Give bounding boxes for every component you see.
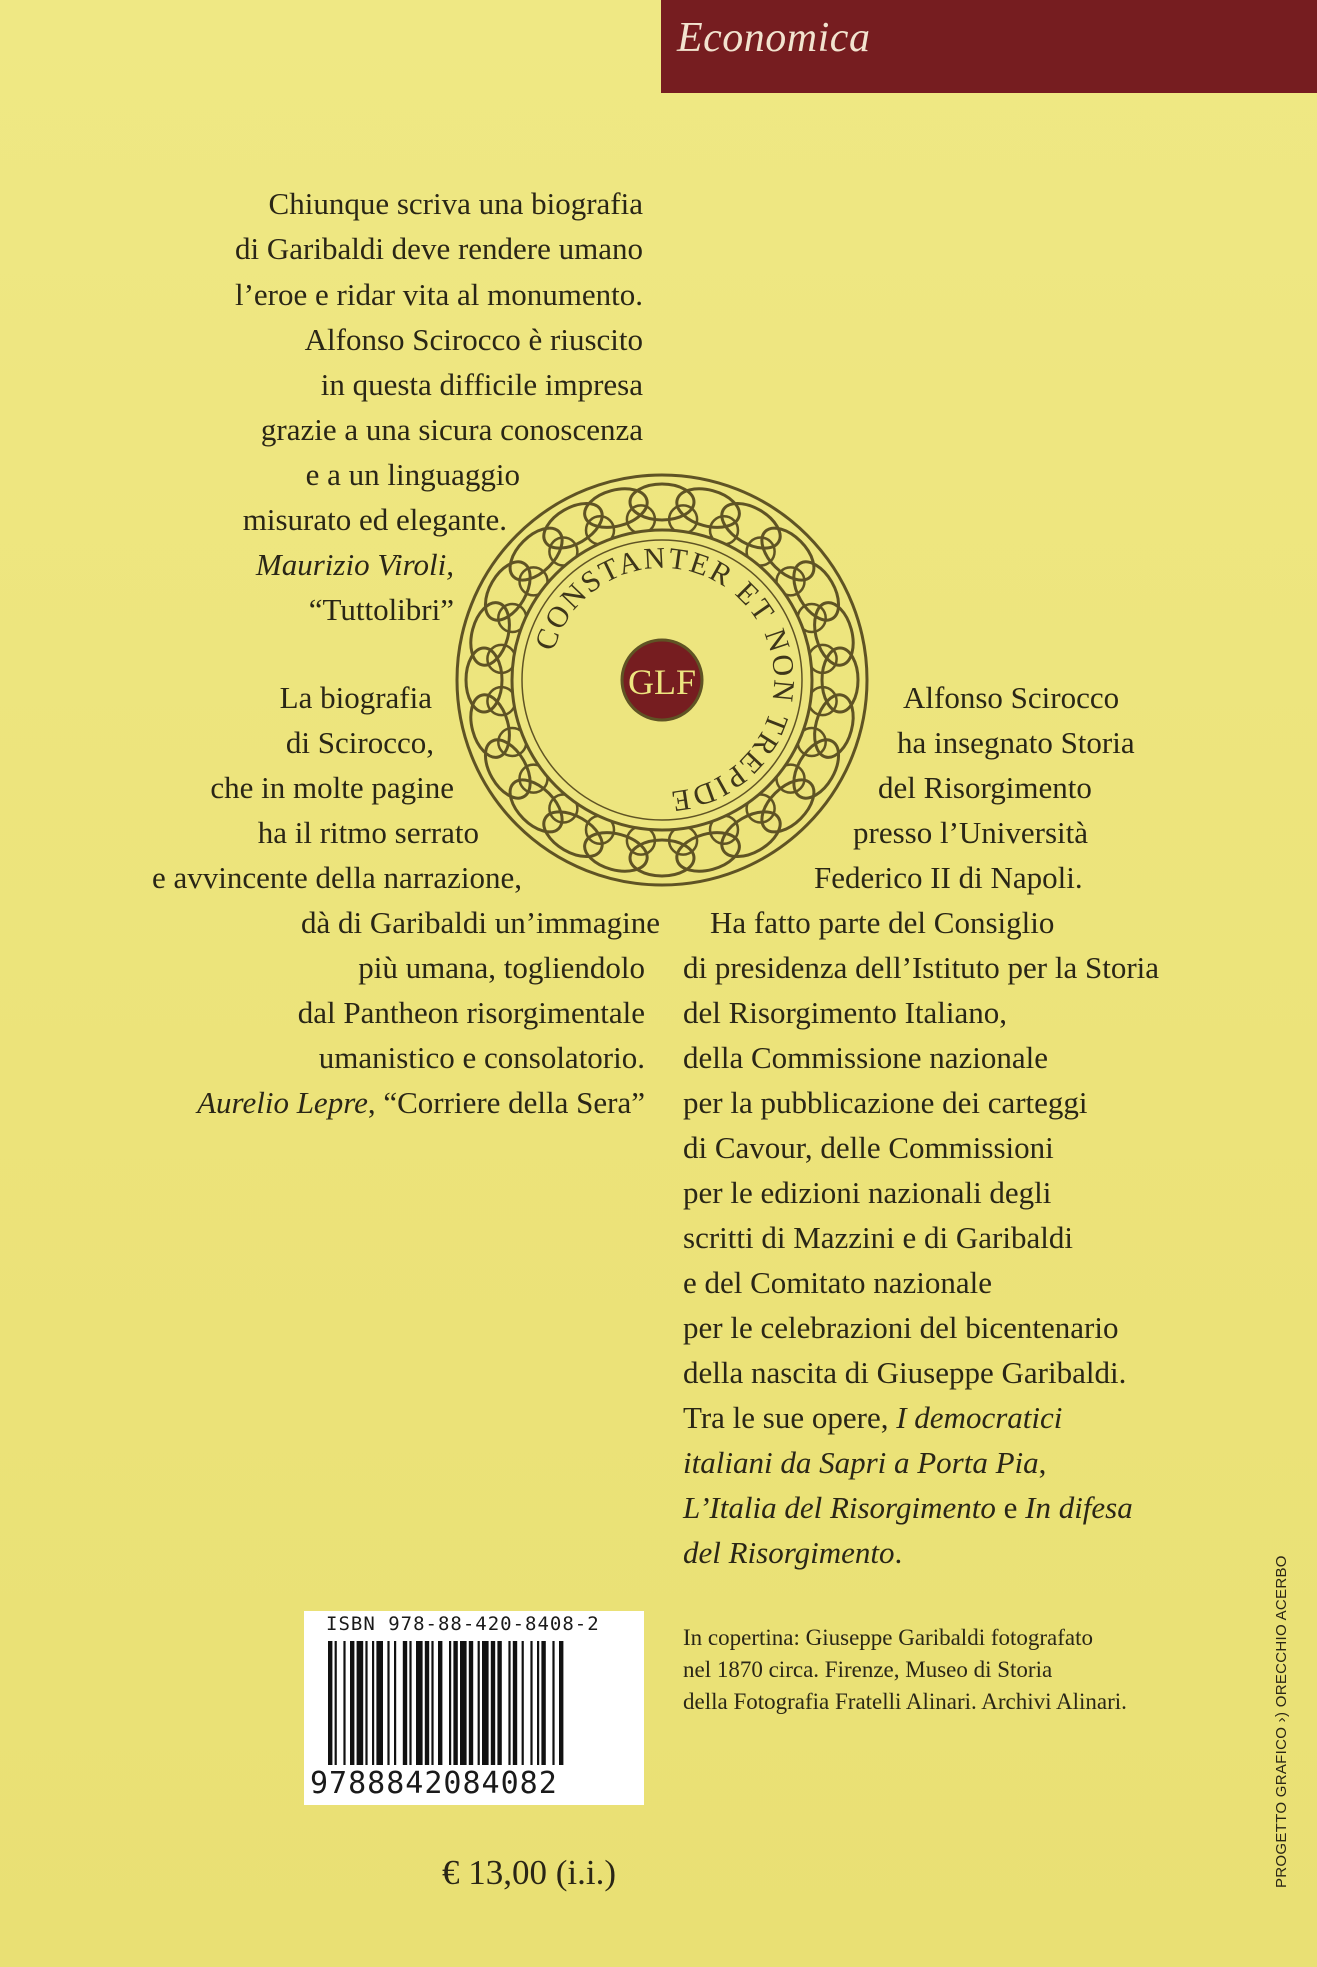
bio-line: della Commissione nazionale <box>683 1040 1049 1075</box>
bio-line: presso l’Università <box>853 815 1089 850</box>
barcode-bars <box>328 1641 628 1765</box>
bio-line: L’Italia del Risorgimento e In difesa <box>683 1490 1133 1525</box>
quote-author: Maurizio Viroli, <box>255 547 454 582</box>
quote-line: Chiunque scriva una biografia <box>268 186 643 221</box>
quote-line: misurato ed elegante. <box>242 502 507 537</box>
quote-line: che in molte pagine <box>210 770 454 805</box>
quote-line: Alfonso Scirocco è riuscito <box>304 322 643 357</box>
barcode <box>304 1611 644 1805</box>
quote-line: dà di Garibaldi un’immagine <box>301 905 660 940</box>
bio-line: scritti di Mazzini e di Garibaldi <box>683 1220 1073 1255</box>
quote-line: umanistico e consolatorio. <box>318 1040 645 1075</box>
bio-line: e del Comitato nazionale <box>683 1265 993 1300</box>
bio-line: per le edizioni nazionali degli <box>683 1175 1052 1210</box>
bio-line: italiani da Sapri a Porta Pia, <box>683 1445 1047 1480</box>
quote-line: La biografia <box>279 680 432 715</box>
bio-line: della nascita di Giuseppe Garibaldi. <box>683 1355 1127 1390</box>
bio-line: del Risorgimento. <box>683 1535 903 1570</box>
quote-line: ha il ritmo serrato <box>257 815 479 850</box>
bio-line: Ha fatto parte del Consiglio <box>710 905 1055 940</box>
isbn-label: ISBN 978-88-420-8408-2 <box>326 1613 600 1635</box>
quote-line: e a un linguaggio <box>305 457 520 492</box>
bio-line: per le celebrazioni del bicentenario <box>683 1310 1119 1345</box>
quote-line: e avvincente della narrazione, <box>151 860 522 895</box>
quote-author: Aurelio Lepre <box>197 1085 368 1120</box>
quote-line: più umana, togliendolo <box>358 950 645 985</box>
quote-line: l’eroe e ridar vita al monumento. <box>234 277 643 312</box>
bio-line: Federico II di Napoli. <box>814 860 1083 895</box>
bio-line: di presidenza dell’Istituto per la Storia <box>683 950 1160 985</box>
quote-source: , “Corriere della Sera” <box>367 1085 645 1120</box>
emblem-monogram: GLF <box>627 662 697 702</box>
credit-line: In copertina: Giuseppe Garibaldi fotografato <box>683 1625 1094 1650</box>
series-label: Economica <box>677 15 871 61</box>
quote-line: di Scirocco, <box>285 725 434 760</box>
bio-line: Tra le sue opere, I democratici <box>683 1400 1063 1435</box>
credit-line: della Fotografia Fratelli Alinari. Archivi Alinari. <box>683 1689 1127 1714</box>
credit-line: nel 1870 circa. Firenze, Museo di Storia <box>683 1657 1053 1682</box>
bio-line: del Risorgimento <box>878 770 1092 805</box>
quote-line: di Garibaldi deve rendere umano <box>235 231 643 266</box>
bio-line: Alfonso Scirocco <box>903 680 1120 715</box>
quote-attribution <box>100 1080 645 1125</box>
bio-line: di Cavour, delle Commissioni <box>683 1130 1054 1165</box>
bio-line: ha insegnato Storia <box>897 725 1135 760</box>
bio-line: del Risorgimento Italiano, <box>683 995 1008 1030</box>
series-band <box>661 0 1317 93</box>
price: € 13,00 (i.i.) <box>442 1853 617 1892</box>
bio-line: per la pubblicazione dei carteggi <box>683 1085 1088 1120</box>
quote-line: dal Pantheon risorgimentale <box>297 995 645 1030</box>
quote-line: grazie a una sicura conoscenza <box>260 412 643 447</box>
cover-credit <box>683 1622 1127 1718</box>
quote-line: in questa difficile impresa <box>320 367 643 402</box>
ean-digits: 9788842084082 <box>310 1766 558 1801</box>
publisher-emblem <box>452 470 872 890</box>
emblem-motto: CONSTANTER ET NON TREPIDE <box>528 541 801 818</box>
quote-source: “Tuttolibri” <box>308 592 454 627</box>
design-credit: PROGETTO GRAFICO ›) ORECCHIO ACERBO <box>1273 1555 1290 1888</box>
